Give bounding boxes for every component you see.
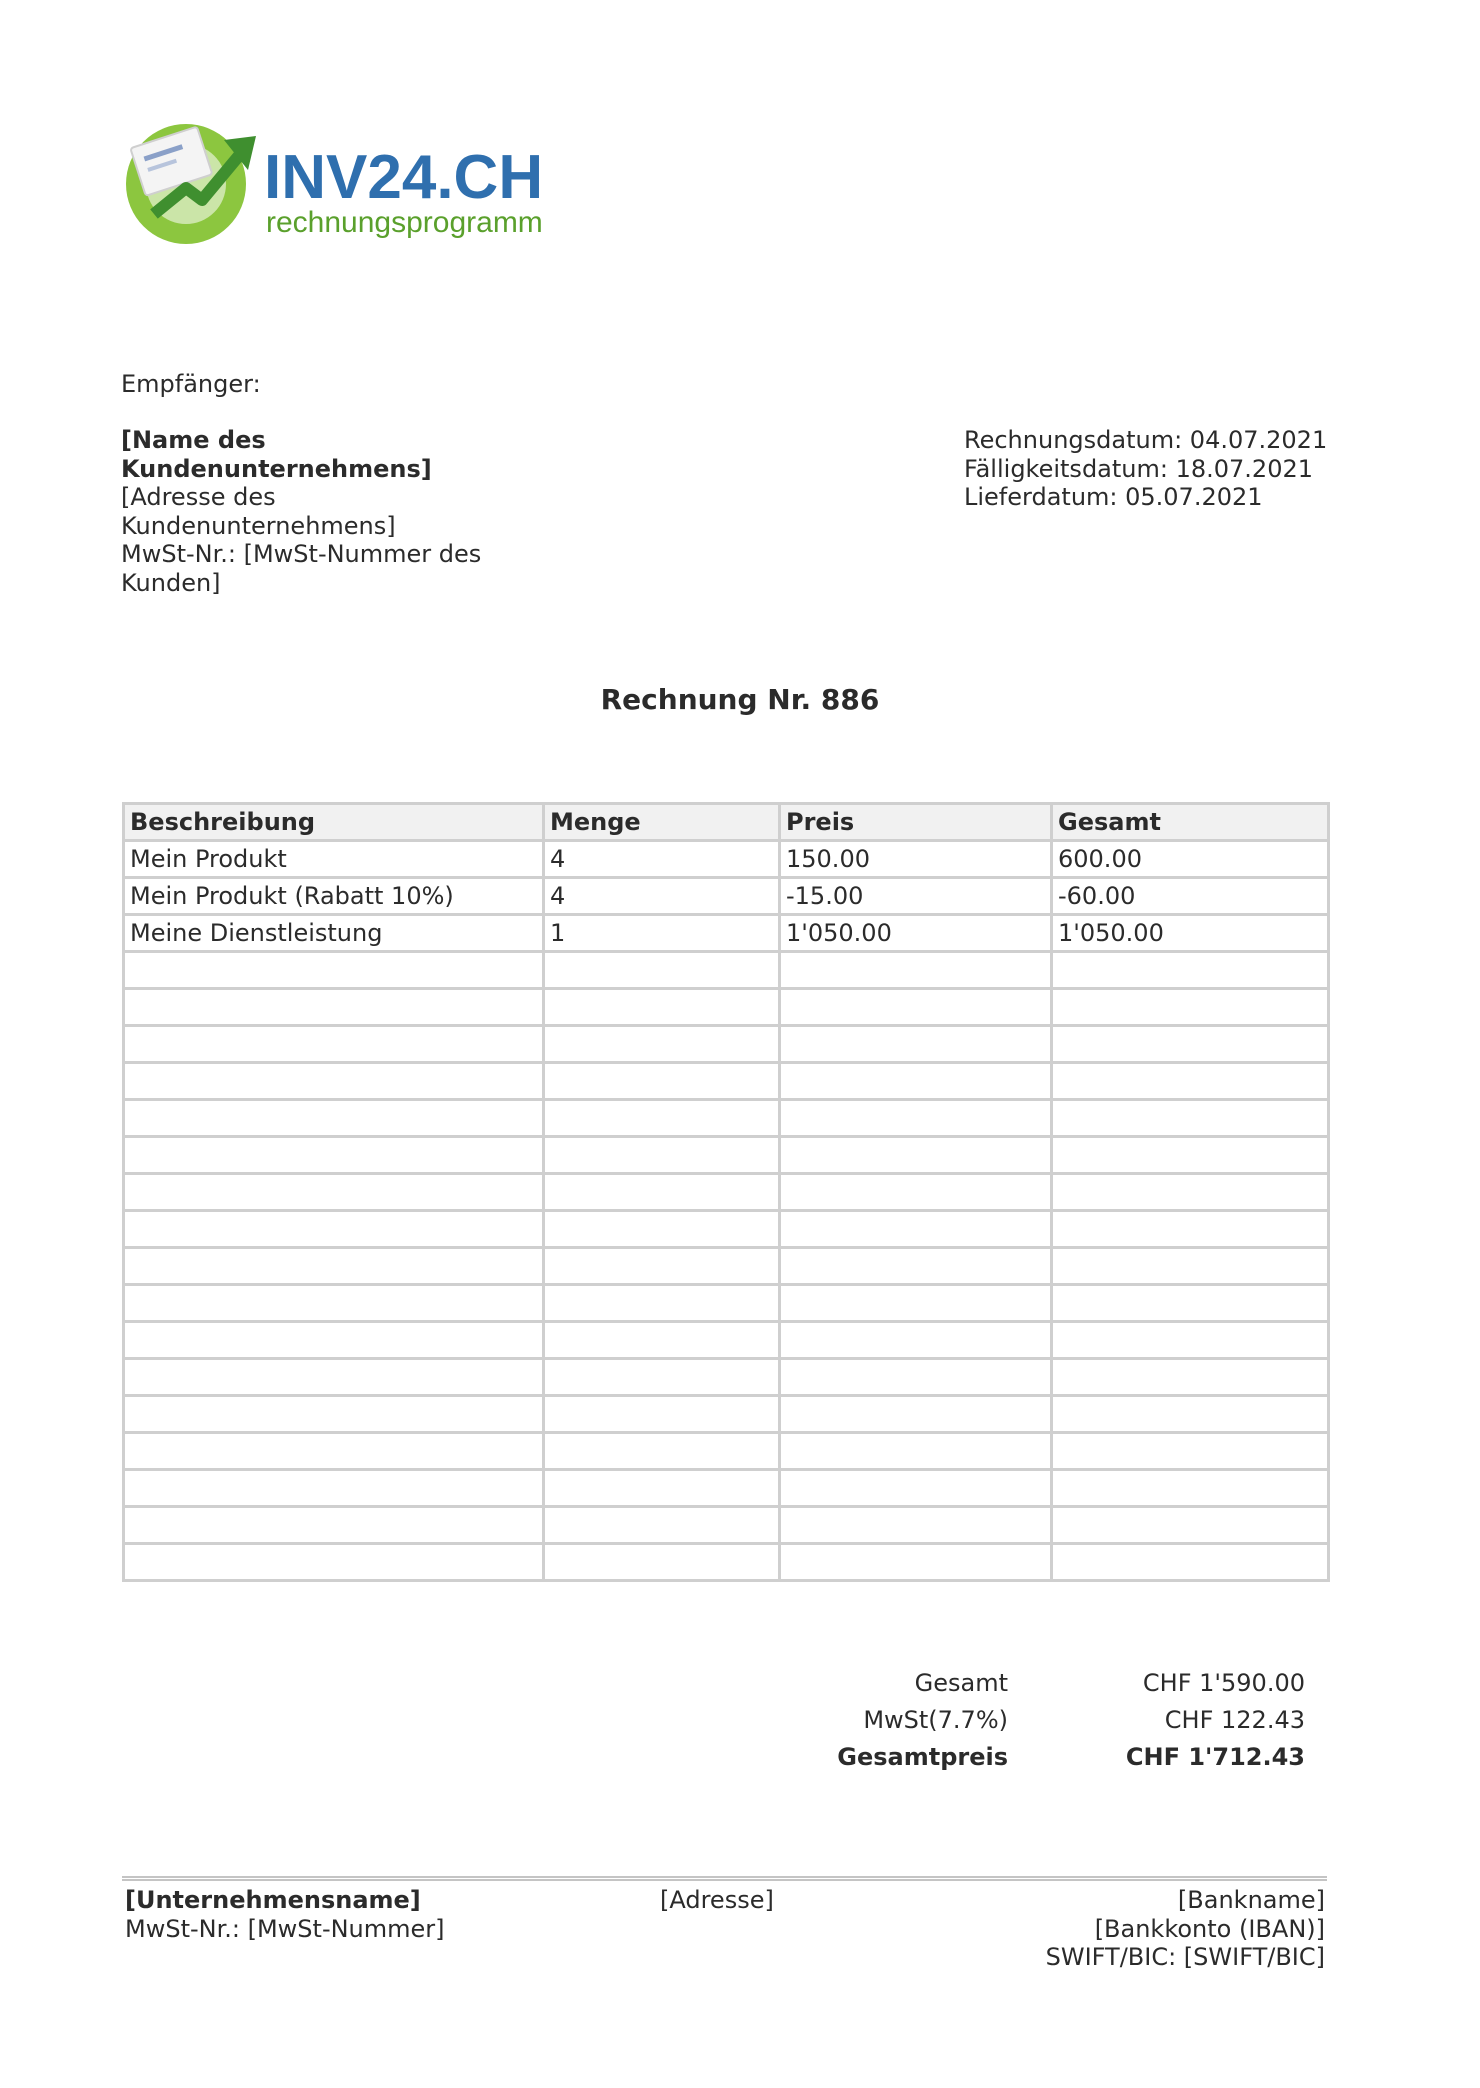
cell-price: -15.00 xyxy=(780,878,1052,915)
grand-total-label: Gesamtpreis xyxy=(837,1742,1008,1771)
table-row-empty xyxy=(124,1507,1329,1544)
empty-cell xyxy=(124,989,544,1026)
table-row xyxy=(124,841,1329,878)
empty-cell xyxy=(1052,1211,1329,1248)
vat-value: CHF 122.43 xyxy=(1164,1705,1305,1734)
footer-bank-name: [Bankname] xyxy=(1177,1886,1325,1914)
empty-cell xyxy=(544,1174,780,1211)
table-row-empty xyxy=(124,989,1329,1026)
empty-cell xyxy=(780,1433,1052,1470)
totals-row-vat xyxy=(700,1701,1305,1738)
table-row-empty xyxy=(124,952,1329,989)
empty-cell xyxy=(544,1322,780,1359)
table-row-empty xyxy=(124,1285,1329,1322)
cell-price: 1'050.00 xyxy=(780,915,1052,952)
empty-cell xyxy=(544,1211,780,1248)
empty-cell xyxy=(544,1470,780,1507)
empty-cell xyxy=(780,1211,1052,1248)
table-row-empty xyxy=(124,1174,1329,1211)
header-price: Preis xyxy=(780,804,1052,841)
empty-cell xyxy=(544,1285,780,1322)
footer-swift: SWIFT/BIC: [SWIFT/BIC] xyxy=(1045,1943,1325,1971)
empty-cell xyxy=(1052,1470,1329,1507)
empty-cell xyxy=(1052,1174,1329,1211)
grand-total-value: CHF 1'712.43 xyxy=(1125,1742,1305,1771)
empty-cell xyxy=(780,989,1052,1026)
invoice-dates xyxy=(964,426,1354,512)
empty-cell xyxy=(1052,1322,1329,1359)
empty-cell xyxy=(124,1322,544,1359)
empty-cell xyxy=(124,1396,544,1433)
empty-cell xyxy=(1052,1026,1329,1063)
footer-divider xyxy=(122,1876,1327,1881)
empty-cell xyxy=(1052,1063,1329,1100)
empty-cell xyxy=(544,1026,780,1063)
empty-cell xyxy=(544,1433,780,1470)
table-header-row xyxy=(124,804,1329,841)
cell-total: 600.00 xyxy=(1052,841,1329,878)
company-logo xyxy=(124,118,544,248)
due-date: Fälligkeitsdatum: 18.07.2021 xyxy=(964,454,1314,483)
cell-description: Meine Dienstleistung xyxy=(124,915,544,952)
empty-cell xyxy=(544,952,780,989)
empty-cell xyxy=(780,1063,1052,1100)
header-total: Gesamt xyxy=(1052,804,1329,841)
empty-cell xyxy=(1052,1137,1329,1174)
empty-cell xyxy=(124,1211,544,1248)
empty-cell xyxy=(544,1248,780,1285)
cell-quantity: 4 xyxy=(544,841,780,878)
table-row-empty xyxy=(124,1063,1329,1100)
empty-cell xyxy=(780,1544,1052,1581)
table-row-empty xyxy=(124,1211,1329,1248)
totals-block xyxy=(700,1664,1305,1775)
empty-cell xyxy=(544,1544,780,1581)
line-items-table xyxy=(122,802,1330,1582)
empty-cell xyxy=(780,1137,1052,1174)
empty-cell xyxy=(1052,1359,1329,1396)
table-row-empty xyxy=(124,1396,1329,1433)
empty-cell xyxy=(780,1174,1052,1211)
empty-cell xyxy=(124,1507,544,1544)
empty-cell xyxy=(1052,1433,1329,1470)
cell-price: 150.00 xyxy=(780,841,1052,878)
empty-cell xyxy=(124,1137,544,1174)
empty-cell xyxy=(1052,1248,1329,1285)
invoice-title: Rechnung Nr. 886 xyxy=(600,683,880,716)
empty-cell xyxy=(1052,1285,1329,1322)
invoice-date: Rechnungsdatum: 04.07.2021 xyxy=(964,426,1328,454)
header-quantity: Menge xyxy=(544,804,780,841)
table-row-empty xyxy=(124,1026,1329,1063)
empty-cell xyxy=(124,1359,544,1396)
table-row-empty xyxy=(124,1433,1329,1470)
logo-graphic xyxy=(124,118,544,248)
empty-cell xyxy=(780,1507,1052,1544)
recipient-vat: MwSt-Nr.: [MwSt-Nummer des Kunden] xyxy=(121,540,482,597)
recipient-block xyxy=(121,426,541,597)
footer-company-vat: MwSt-Nr.: [MwSt-Nummer] xyxy=(125,1914,445,1943)
empty-cell xyxy=(780,1100,1052,1137)
recipient-name: [Name des Kundenunternehmens] xyxy=(121,426,432,483)
recipient-label: Empfänger: xyxy=(121,370,261,398)
table-row-empty xyxy=(124,1359,1329,1396)
empty-cell xyxy=(780,1359,1052,1396)
cell-total: 1'050.00 xyxy=(1052,915,1329,952)
empty-cell xyxy=(124,1174,544,1211)
empty-cell xyxy=(1052,952,1329,989)
empty-cell xyxy=(780,1470,1052,1507)
empty-cell xyxy=(124,1248,544,1285)
subtotal-label: Gesamt xyxy=(914,1668,1008,1697)
empty-cell xyxy=(124,952,544,989)
empty-cell xyxy=(544,989,780,1026)
vat-label: MwSt(7.7%) xyxy=(863,1705,1008,1734)
empty-cell xyxy=(124,1100,544,1137)
empty-cell xyxy=(544,1063,780,1100)
empty-cell xyxy=(544,1396,780,1433)
cell-description: Mein Produkt xyxy=(124,841,544,878)
cell-description: Mein Produkt (Rabatt 10%) xyxy=(124,878,544,915)
table-row-empty xyxy=(124,1137,1329,1174)
totals-row-grand-total xyxy=(700,1738,1305,1775)
empty-cell xyxy=(1052,1544,1329,1581)
table-row-empty xyxy=(124,1322,1329,1359)
empty-cell xyxy=(780,952,1052,989)
empty-cell xyxy=(780,1322,1052,1359)
table-row-empty xyxy=(124,1544,1329,1581)
empty-cell xyxy=(1052,1507,1329,1544)
empty-cell xyxy=(124,1433,544,1470)
empty-cell xyxy=(544,1359,780,1396)
empty-cell xyxy=(780,1285,1052,1322)
cell-quantity: 1 xyxy=(544,915,780,952)
footer-address: [Adresse] xyxy=(660,1886,774,1914)
empty-cell xyxy=(780,1396,1052,1433)
empty-cell xyxy=(124,1470,544,1507)
logo-tagline-text: rechnungsprogramm xyxy=(266,206,543,239)
subtotal-value: CHF 1'590.00 xyxy=(1142,1668,1305,1697)
cell-quantity: 4 xyxy=(544,878,780,915)
header-description: Beschreibung xyxy=(124,804,544,841)
totals-row-subtotal xyxy=(700,1664,1305,1701)
delivery-date: Lieferdatum: 05.07.2021 xyxy=(964,483,1263,511)
empty-cell xyxy=(544,1507,780,1544)
footer-bank-block xyxy=(875,1886,1325,1972)
empty-cell xyxy=(544,1100,780,1137)
empty-cell xyxy=(124,1544,544,1581)
table-row-empty xyxy=(124,1470,1329,1507)
empty-cell xyxy=(124,1063,544,1100)
table-body xyxy=(124,841,1329,1581)
table-row xyxy=(124,915,1329,952)
empty-cell xyxy=(780,1026,1052,1063)
cell-total: -60.00 xyxy=(1052,878,1329,915)
table-row-empty xyxy=(124,1100,1329,1137)
recipient-address: [Adresse des Kundenunternehmens] xyxy=(121,483,396,540)
empty-cell xyxy=(124,1285,544,1322)
table-row xyxy=(124,878,1329,915)
logo-brand-text: INV24.CH xyxy=(264,143,544,212)
empty-cell xyxy=(124,1026,544,1063)
table-row-empty xyxy=(124,1248,1329,1285)
empty-cell xyxy=(1052,1396,1329,1433)
empty-cell xyxy=(780,1248,1052,1285)
footer-bank-account: [Bankkonto (IBAN)] xyxy=(1094,1914,1325,1943)
empty-cell xyxy=(544,1137,780,1174)
empty-cell xyxy=(1052,989,1329,1026)
footer-company-name: [Unternehmensname] xyxy=(125,1886,421,1914)
footer-company-block xyxy=(125,1886,625,1943)
empty-cell xyxy=(1052,1100,1329,1137)
